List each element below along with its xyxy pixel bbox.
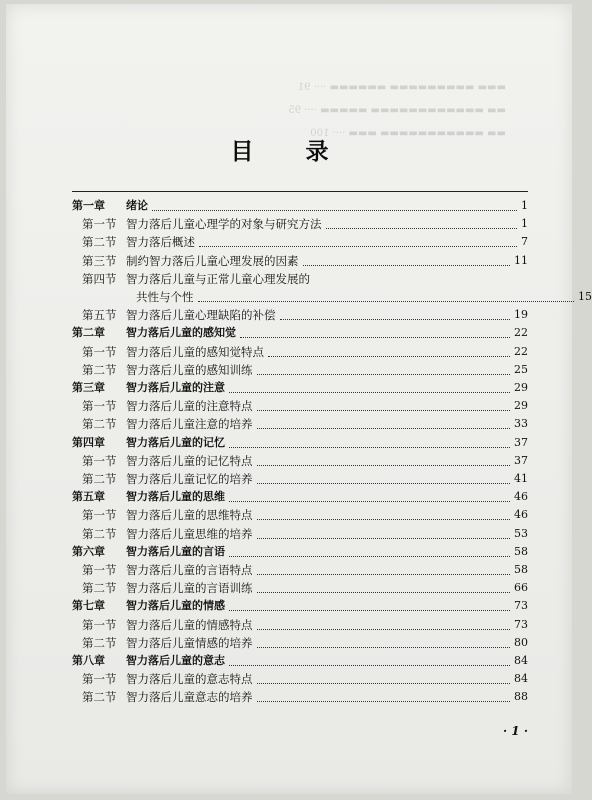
toc-page-number: 73 [514, 599, 528, 612]
toc-entry-number: 第二节 [82, 527, 117, 541]
dot-leader [257, 374, 510, 375]
toc-section-row [72, 397, 528, 415]
dot-leader [303, 265, 510, 266]
toc-entry-title: 智力落后儿童的言语 [126, 545, 225, 558]
toc-page-number: 22 [514, 345, 528, 358]
page-number: · 1 · [502, 724, 528, 738]
toc-entry-title: 智力落后儿童思维的培养 [126, 527, 253, 541]
dot-leader [229, 556, 510, 557]
toc-chapter-row [72, 324, 528, 342]
toc-section-row [72, 415, 528, 433]
toc-section-row [72, 343, 528, 361]
dot-leader [240, 337, 510, 338]
toc-entry-number: 第五章 [72, 490, 105, 503]
dot-leader [199, 246, 517, 247]
toc-entry-title: 智力落后儿童的意志 [126, 654, 225, 667]
toc-entry-title: 智力落后儿童情感的培养 [126, 636, 253, 650]
toc-page-number: 88 [514, 690, 528, 703]
dot-leader [257, 519, 510, 520]
toc-chapter-row [72, 652, 528, 670]
toc-page-number: 11 [514, 254, 528, 267]
toc-entry-title: 绪论 [126, 199, 148, 212]
toc-page-number: 1 [521, 217, 528, 230]
toc-entry-number: 第一节 [82, 454, 117, 468]
toc-entry-number: 第三节 [82, 254, 117, 268]
dot-leader [257, 410, 510, 411]
toc-entry-number: 第二节 [82, 472, 117, 486]
toc-entry-number: 第四节 [82, 272, 117, 286]
toc-page-number: 41 [514, 472, 528, 485]
toc-page-number: 84 [514, 654, 528, 667]
toc-page-number: 73 [514, 618, 528, 631]
dot-leader [229, 392, 510, 393]
toc-entry-title: 制约智力落后儿童心理发展的因素 [126, 254, 299, 268]
toc-page-number: 29 [514, 381, 528, 394]
toc-page-number: 53 [514, 527, 528, 540]
dot-leader [229, 610, 510, 611]
toc-entry-number: 第七章 [72, 599, 105, 612]
dot-leader [198, 301, 574, 302]
toc-section-row [72, 561, 528, 579]
toc-page-number: 37 [514, 436, 528, 449]
dot-leader [257, 574, 510, 575]
toc-entry-number: 第八章 [72, 654, 105, 667]
page-title: 目 录 [230, 139, 351, 165]
dot-leader [257, 592, 510, 593]
dot-leader [152, 210, 517, 211]
toc-entry-number: 第一节 [82, 672, 117, 686]
bleed-through-text: ▬▬▬ ▬▬▬▬▬▬▬▬▬ ▬▬▬▬▬▬ ···· 91 ▬▬ ▬▬▬▬▬▬▬▬▬▬▬▬ ▬▬▬▬▬ ···· 95 ▬▬ ▬▬▬▬▬▬▬▬▬▬▬ ▬▬▬ ···· 100 [288, 82, 506, 139]
toc-entry-number: 第六章 [72, 545, 105, 558]
toc-page-number: 37 [514, 454, 528, 467]
toc-page-number: 46 [514, 490, 528, 503]
dot-leader [257, 428, 510, 429]
toc-entry-title: 智力落后儿童心理缺陷的补偿 [126, 308, 276, 322]
toc-entry-number: 第二章 [72, 326, 105, 339]
dot-leader [326, 228, 517, 229]
toc-chapter-row [72, 379, 528, 397]
toc-entry-number: 第一节 [82, 508, 117, 522]
toc-entry-title: 智力落后儿童心理学的对象与研究方法 [126, 217, 322, 231]
toc-entry-title: 智力落后儿童与正常儿童心理发展的 [126, 272, 310, 286]
toc-entry-title: 智力落后儿童的感知觉 [126, 326, 236, 339]
toc-section-row [72, 288, 592, 306]
toc-chapter-row [72, 434, 528, 452]
toc-entry-title: 共性与个性 [136, 290, 194, 304]
toc-section-row [72, 252, 528, 270]
toc-page-number: 66 [514, 581, 528, 594]
toc-section-row [72, 525, 528, 543]
toc-entry-title: 智力落后儿童的言语特点 [126, 563, 253, 577]
dot-leader [257, 629, 510, 630]
toc-entry-number: 第二节 [82, 636, 117, 650]
toc-section-row [72, 470, 528, 488]
toc-entry-number: 第一节 [82, 618, 117, 632]
toc-page-number: 19 [514, 308, 528, 321]
toc-page-number: 7 [521, 235, 528, 248]
toc-entry-number: 第一节 [82, 217, 117, 231]
toc-page-number: 80 [514, 636, 528, 649]
toc-page-number: 46 [514, 508, 528, 521]
toc-entry-title: 智力落后儿童的言语训练 [126, 581, 253, 595]
toc-chapter-row [72, 488, 528, 506]
toc-entry-title: 智力落后儿童注意的培养 [126, 417, 253, 431]
dot-leader [257, 483, 510, 484]
toc-section-row [72, 233, 528, 251]
toc-chapter-row [72, 197, 528, 215]
toc-entry-title: 智力落后儿童的记忆 [126, 436, 225, 449]
toc-section-row [72, 215, 528, 233]
toc-chapter-row [72, 597, 528, 615]
toc-section-row [72, 306, 528, 324]
toc-page-number: 58 [514, 545, 528, 558]
toc-section-row [72, 634, 528, 652]
toc-entry-number: 第一节 [82, 399, 117, 413]
toc-section-row [72, 616, 528, 634]
toc-entry-title: 智力落后儿童的思维特点 [126, 508, 253, 522]
dot-leader [229, 501, 510, 502]
toc-entry-title: 智力落后儿童意志的培养 [126, 690, 253, 704]
toc-entry-title: 智力落后儿童记忆的培养 [126, 472, 253, 486]
toc-entry-number: 第二节 [82, 417, 117, 431]
toc-entry-number: 第一节 [82, 345, 117, 359]
toc-section-row [72, 688, 528, 706]
toc-entry-title: 智力落后概述 [126, 235, 195, 249]
dot-leader [257, 465, 510, 466]
toc-section-row [72, 270, 528, 288]
toc-section-row [72, 361, 528, 379]
toc-section-row [72, 506, 528, 524]
toc-entry-number: 第五节 [82, 308, 117, 322]
dot-leader [257, 701, 510, 702]
toc-entry-title: 智力落后儿童的情感特点 [126, 618, 253, 632]
toc-page-number: 15 [578, 290, 592, 303]
toc-page-number: 58 [514, 563, 528, 576]
toc-entry-number: 第二节 [82, 581, 117, 595]
toc-entry-title: 智力落后儿童的感知训练 [126, 363, 253, 377]
toc-entry-title: 智力落后儿童的注意特点 [126, 399, 253, 413]
toc-entry-title: 智力落后儿童的思维 [126, 490, 225, 503]
toc-entry-title: 智力落后儿童的意志特点 [126, 672, 253, 686]
dot-leader [268, 356, 510, 357]
toc-section-row [72, 452, 528, 470]
dot-leader [257, 647, 510, 648]
toc-page-number: 33 [514, 417, 528, 430]
toc-page-number: 29 [514, 399, 528, 412]
toc-page-number: 84 [514, 672, 528, 685]
title-rule [72, 191, 528, 192]
dot-leader [257, 683, 510, 684]
toc-page-number: 1 [521, 199, 528, 212]
toc-page-number: 22 [514, 326, 528, 339]
toc-entry-number: 第一章 [72, 199, 105, 212]
toc-entry-number: 第二节 [82, 690, 117, 704]
toc-entry-number: 第四章 [72, 436, 105, 449]
toc-entry-title: 智力落后儿童的记忆特点 [126, 454, 253, 468]
toc-section-row [72, 579, 528, 597]
toc-entry-number: 第二节 [82, 235, 117, 249]
dot-leader [280, 319, 510, 320]
toc-entry-title: 智力落后儿童的感知觉特点 [126, 345, 264, 359]
dot-leader [229, 447, 510, 448]
dot-leader [229, 665, 510, 666]
toc-entry-title: 智力落后儿童的注意 [126, 381, 225, 394]
toc-entry-number: 第二节 [82, 363, 117, 377]
toc-entry-number: 第三章 [72, 381, 105, 394]
toc-entry-title: 智力落后儿童的情感 [126, 599, 225, 612]
dot-leader [257, 538, 510, 539]
toc-section-row [72, 670, 528, 688]
toc-page-number: 25 [514, 363, 528, 376]
toc-chapter-row [72, 543, 528, 561]
toc-entry-number: 第一节 [82, 563, 117, 577]
